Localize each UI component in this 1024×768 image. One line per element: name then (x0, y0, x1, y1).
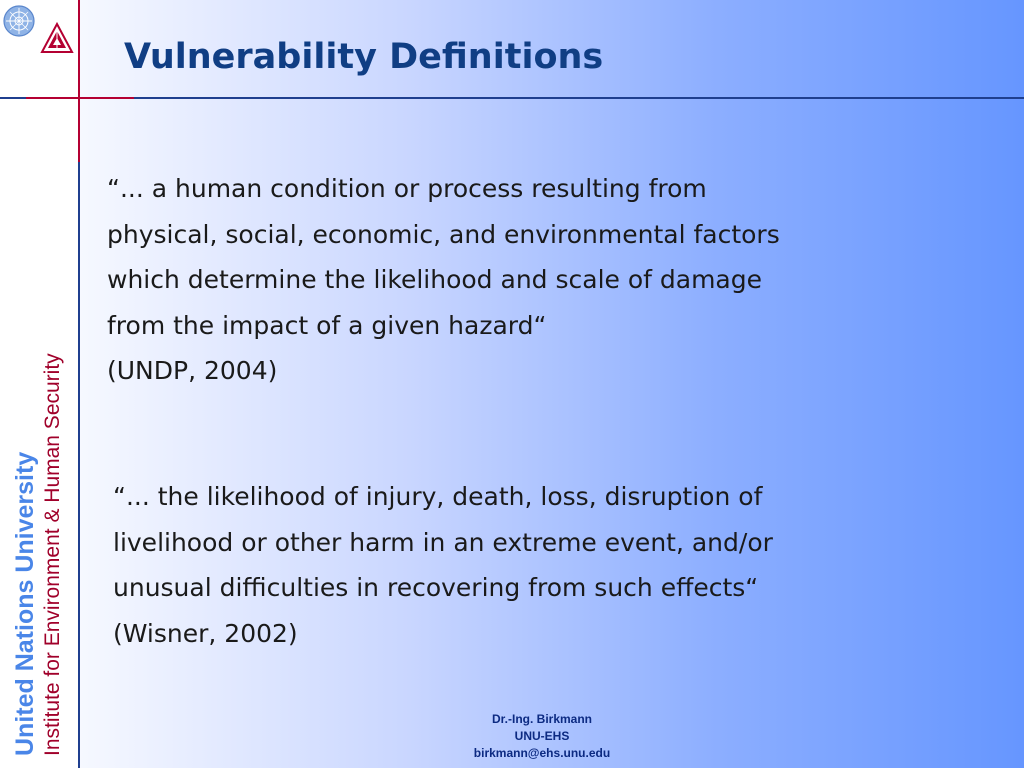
quote-undp (107, 166, 780, 394)
vertical-rule-accent (78, 0, 80, 162)
quote-line: from the impact of a given hazard“ (107, 310, 547, 340)
quote-line: unusual difficulties in recovering from such effects“ (113, 573, 759, 602)
footer-org: UNU-EHS (514, 729, 570, 743)
university-name: United Nations University (11, 451, 39, 756)
quote-line: which determine the likelihood and scale of damage (107, 265, 762, 294)
horizontal-rule-accent (26, 97, 134, 99)
un-emblem-icon (2, 4, 36, 38)
quote-source: (UNDP, 2004) (107, 356, 278, 385)
quote-line: “... the likelihood of injury, death, loss, disruption of (113, 482, 763, 511)
quote-source: (Wisner, 2002) (113, 618, 298, 648)
footer-author: Dr.-Ing. Birkmann (491, 712, 592, 726)
quote-line: “... a human condition or process resulting from (107, 174, 707, 203)
quote-wisner (113, 474, 773, 656)
institute-name: Institute for Environment & Human Security (41, 353, 64, 756)
quote-line: livelihood or other harm in an extreme event, and/or (113, 527, 773, 557)
quote-line: physical, social, economic, and environmental factors (107, 219, 780, 249)
slide-title: Vulnerability Definitions (124, 37, 604, 77)
unu-logo-icon (40, 22, 74, 56)
sidebar-institution-label (10, 311, 66, 756)
footer-email[interactable]: birkmann@ehs.unu.edu (473, 746, 611, 760)
footer (452, 711, 632, 762)
horizontal-rule (0, 97, 1024, 99)
